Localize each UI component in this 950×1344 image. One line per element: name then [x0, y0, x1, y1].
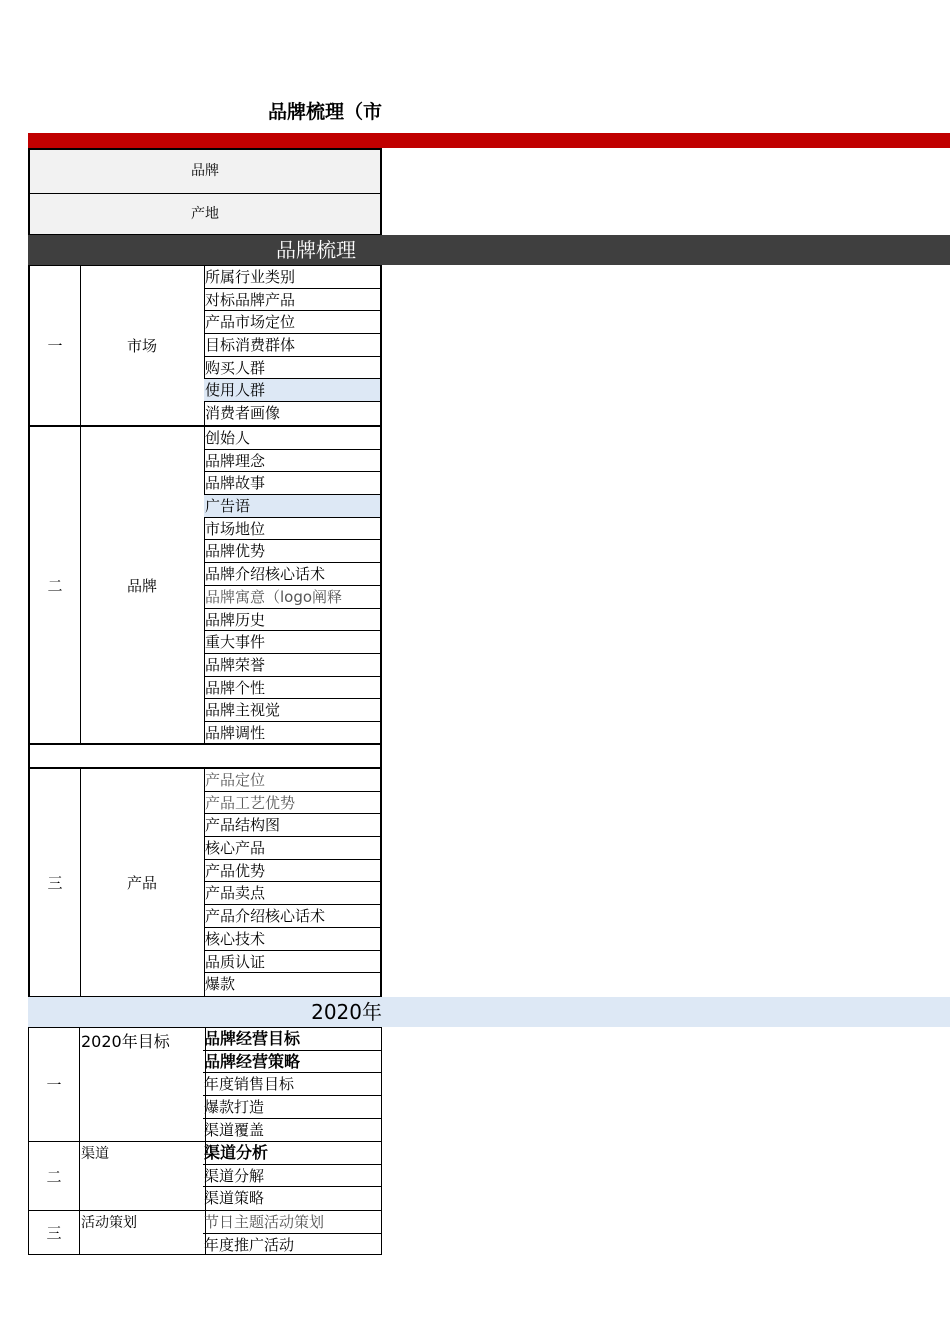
group-category: 产品: [80, 769, 205, 996]
group-product: [28, 767, 382, 998]
list-item: 年度推广活动: [204, 1235, 295, 1254]
group-items: [203, 1028, 381, 1141]
group-number: 一: [30, 266, 81, 425]
list-item: 对标品牌产品: [204, 289, 380, 312]
list-item: 渠道覆盖: [204, 1120, 265, 1139]
list-item: 重大事件: [204, 631, 380, 654]
list-item: 爆款: [205, 975, 236, 994]
list-item: 产品卖点: [204, 882, 380, 905]
title-accent-bar: [28, 133, 950, 148]
group-items: [204, 427, 380, 745]
list-item: 品牌优势: [204, 540, 380, 563]
list-item: 渠道策略: [204, 1189, 265, 1208]
list-item: 产品结构图: [204, 814, 380, 837]
group-campaign: [28, 1210, 382, 1255]
list-item: 产品定位: [204, 769, 380, 792]
list-item: 产品介绍核心话术: [204, 905, 380, 928]
section-band-title: 品牌梳理: [276, 238, 356, 262]
list-item: 核心产品: [204, 837, 380, 860]
brand-label: 品牌: [30, 150, 380, 194]
list-item: 产品优势: [204, 860, 380, 883]
list-item: 产品工艺优势: [204, 792, 380, 815]
list-item: 品牌理念: [204, 450, 380, 473]
list-item: 购买人群: [204, 357, 380, 380]
list-item: 品牌个性: [204, 677, 380, 700]
list-item: 渠道分解: [203, 1165, 381, 1188]
list-item: 品牌经营目标: [203, 1028, 381, 1051]
list-item: 节日主题活动策划: [203, 1211, 381, 1234]
group-number: 三: [29, 1211, 80, 1254]
group-items: [203, 1211, 381, 1256]
list-item: 年度销售目标: [203, 1073, 381, 1096]
group-category: 活动策划: [79, 1211, 206, 1254]
spacer-row: [28, 744, 382, 769]
list-item: 品牌寓意（logo阐释: [204, 586, 380, 609]
list-item: 使用人群: [204, 379, 380, 402]
group-brand: [28, 426, 382, 745]
page-title: 品牌梳理（市: [267, 101, 382, 123]
list-item: 品牌介绍核心话术: [204, 563, 380, 586]
group-category: 市场: [80, 266, 205, 425]
group-number: 一: [29, 1028, 80, 1141]
group-items: [204, 266, 380, 425]
section-band-brand-review: [28, 235, 950, 265]
list-item: 品质认证: [204, 951, 380, 974]
origin-label: 产地: [191, 206, 219, 222]
group-2020-goals: [28, 1027, 382, 1142]
group-channel: [28, 1141, 382, 1211]
section-band-title: 2020年: [311, 1000, 382, 1024]
list-item: 渠道分析: [203, 1142, 381, 1165]
group-number: 三: [30, 769, 81, 996]
list-item: 品牌调性: [205, 723, 266, 742]
group-items: [203, 1142, 381, 1210]
list-item: 核心技术: [204, 928, 380, 951]
list-item: 产品市场定位: [204, 311, 380, 334]
list-item: 所属行业类别: [204, 266, 380, 289]
group-market: [28, 265, 382, 427]
group-category: 渠道: [79, 1142, 206, 1210]
group-items: [204, 769, 380, 996]
list-item: 品牌荣誉: [204, 654, 380, 677]
list-item: 目标消费群体: [204, 334, 380, 357]
list-item: 消费者画像: [205, 404, 281, 423]
group-number: 二: [30, 427, 81, 743]
list-item: 广告语: [204, 495, 380, 518]
header-box: [28, 148, 382, 236]
list-item: 品牌经营策略: [203, 1051, 381, 1074]
group-category: 品牌: [80, 427, 205, 743]
list-item: 创始人: [204, 427, 380, 450]
list-item: 品牌主视觉: [204, 699, 380, 722]
list-item: 品牌故事: [204, 472, 380, 495]
list-item: 爆款打造: [203, 1096, 381, 1119]
group-number: 二: [29, 1142, 80, 1210]
list-item: 品牌历史: [204, 609, 380, 632]
section-band-2020: [28, 997, 950, 1027]
list-item: 市场地位: [204, 518, 380, 541]
group-category: 2020年目标: [79, 1028, 206, 1141]
